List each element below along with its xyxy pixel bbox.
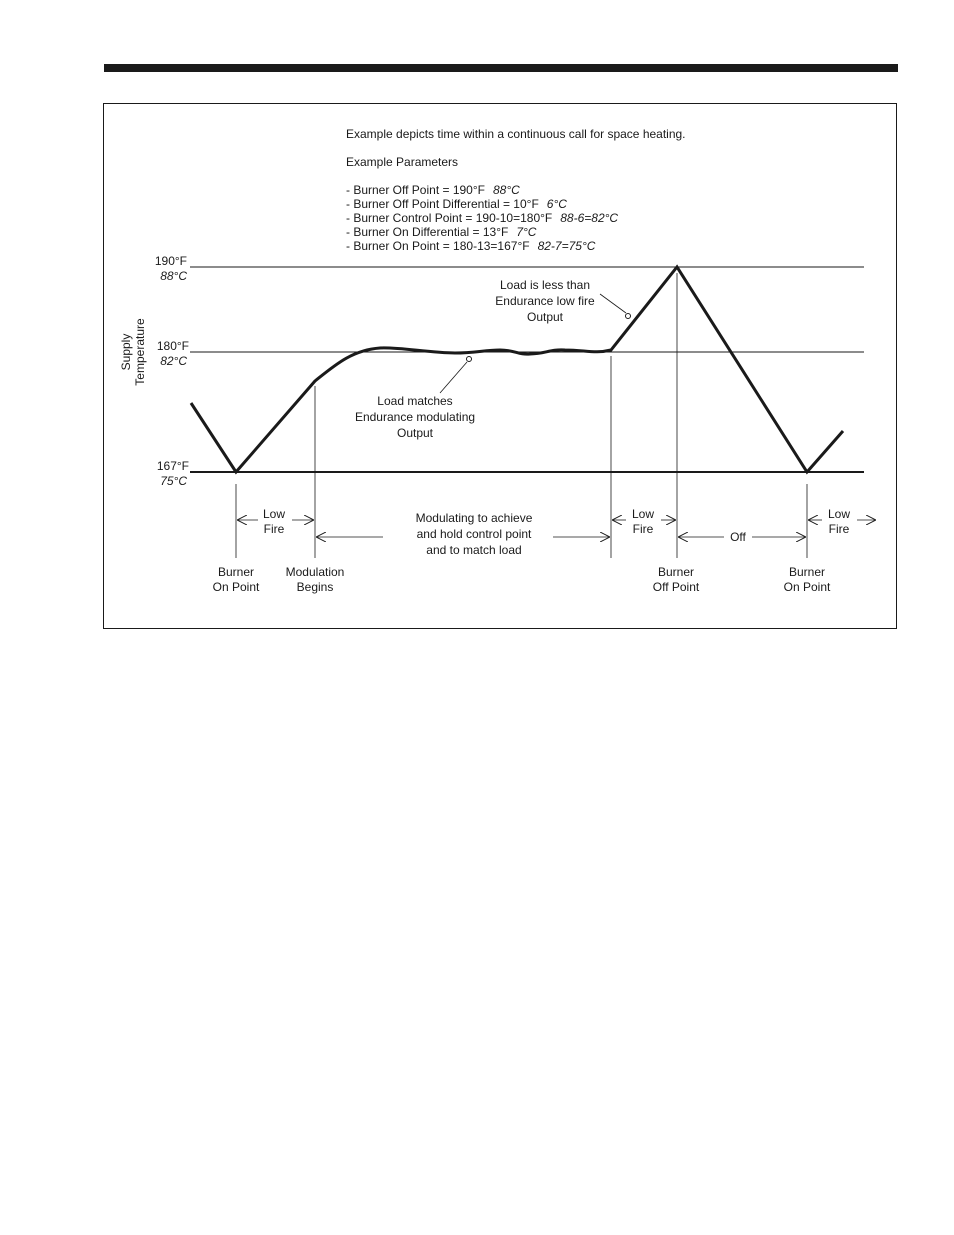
phase-label-line: Low (262, 507, 286, 521)
event-label-line: Burner (217, 565, 255, 579)
phase-label-line: Low (631, 507, 655, 521)
callout-marker (626, 314, 631, 319)
callout-line: Load is less than (499, 278, 591, 292)
callout-leader (440, 362, 467, 393)
y-axis-label-line: Supply (119, 333, 133, 371)
phase-label-line: Low (827, 507, 851, 521)
event-labels (213, 565, 831, 594)
y-axis-label-line: Temperature (133, 318, 147, 386)
level-label-c: 75°C (160, 474, 187, 488)
parameter-list (346, 183, 618, 253)
phase-labels (263, 507, 850, 557)
callout-line: Endurance modulating (354, 410, 476, 424)
description-line: Example depicts time within a continuous call for space heating. (346, 127, 686, 141)
phase-label-line: Fire (632, 522, 654, 536)
parameter-item: - Burner On Differential = 13°F 7°C (346, 225, 537, 239)
event-label-line: Modulation (285, 565, 345, 579)
parameter-item: - Burner Off Point Differential = 10°F 6°C (346, 197, 567, 211)
callout-line: Endurance low fire (495, 294, 595, 308)
level-label-c: 82°C (160, 354, 187, 368)
level-label-f: 180°F (156, 339, 189, 353)
event-label-line: On Point (783, 580, 831, 594)
y-axis-label (119, 318, 147, 386)
event-label-line: Off Point (652, 580, 700, 594)
event-label-line: On Point (212, 580, 260, 594)
callout-line: Output (396, 426, 434, 440)
level-label-f: 190°F (154, 254, 187, 268)
callout-marker (467, 357, 472, 362)
callout-load-matches (355, 394, 475, 440)
event-label-line: Burner (657, 565, 695, 579)
parameters-heading: Example Parameters (346, 155, 459, 169)
parameter-item: - Burner On Point = 180-13=167°F 82-7=75°C (346, 239, 596, 253)
phase-label-line: and hold control point (416, 527, 532, 541)
phase-label-line: Fire (263, 522, 285, 536)
level-label-c: 88°C (160, 269, 187, 283)
callout-line: Output (526, 310, 564, 324)
level-label-f: 167°F (156, 459, 189, 473)
parameter-item: - Burner Control Point = 190-10=180°F 88-6=82°C (346, 211, 619, 225)
callout-leader (600, 294, 626, 313)
event-label-line: Burner (788, 565, 826, 579)
phase-arrows (237, 520, 876, 537)
phase-label-off: Off (730, 530, 746, 544)
phase-label-line: Fire (828, 522, 850, 536)
parameter-item: - Burner Off Point = 190°F 88°C (346, 183, 520, 197)
level-labels (155, 254, 189, 488)
event-label-line: Begins (296, 580, 334, 594)
phase-label-line: Modulating to achieve (415, 511, 533, 525)
description-block (346, 127, 686, 253)
callout-line: Load matches (377, 394, 453, 408)
callout-load-less (495, 278, 595, 324)
phase-label-line: and to match load (426, 543, 522, 557)
